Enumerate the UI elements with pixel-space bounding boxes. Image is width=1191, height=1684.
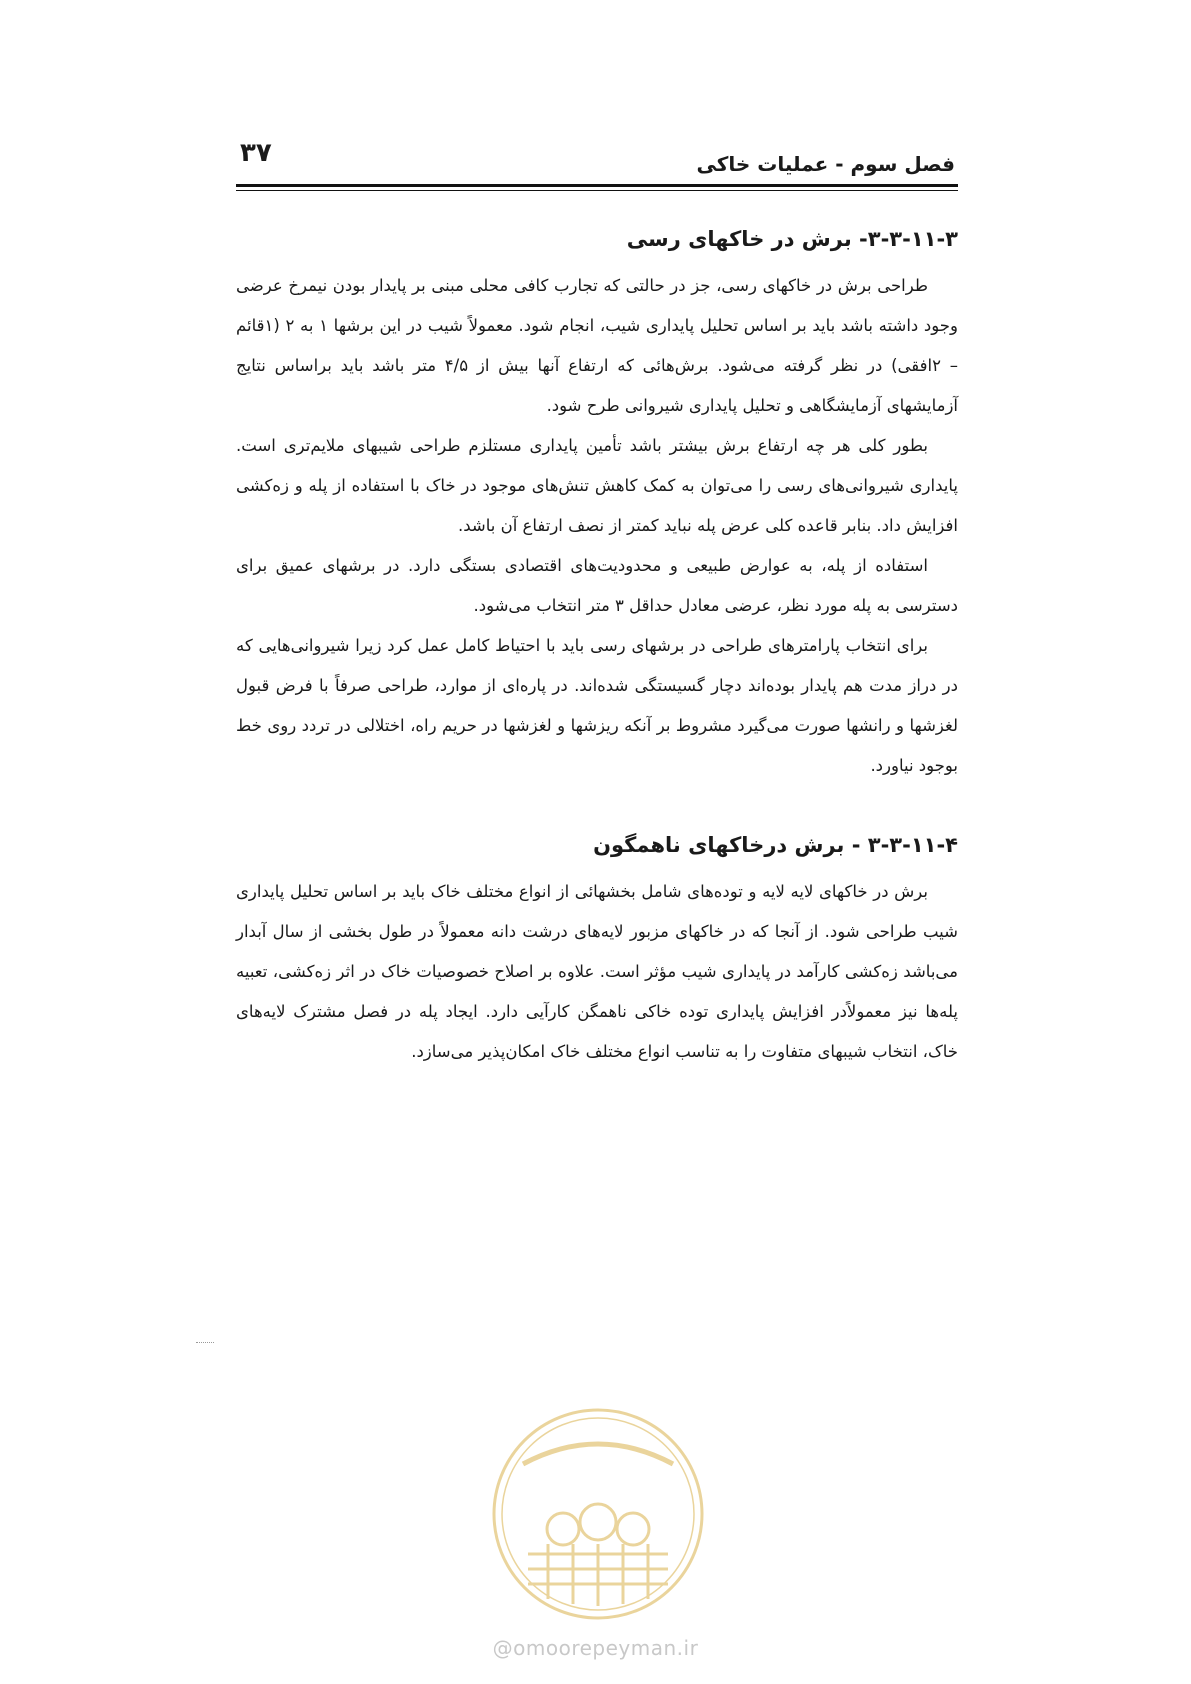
section-heading: ۳-۳-۱۱-۴ - برش درخاکهای ناهمگون [593, 833, 958, 857]
paragraph: استفاده از پله، به عوارض طبیعی و محدودیت‌های اقتصادی بستگی دارد. در برشهای عمیق برای دسترسی به پله مورد نظر، عرضی معادل حداقل ۳ متر انتخاب می‌شود. [236, 556, 958, 615]
scan-mark [196, 1342, 214, 1347]
running-header: فصل سوم - عملیات خاکی [696, 152, 955, 176]
section-heading: ۳-۳-۱۱-۳- برش در خاکهای رسی [626, 227, 958, 251]
page-number: ۳۷ [240, 138, 272, 168]
main-content [236, 222, 958, 1114]
paragraph: برش در خاکهای لایه لایه و توده‌های شامل بخشهائی از انواع مختلف خاک باید بر اساس تحلیل پایداری شیب طراحی شود. از آنجا که در خاکهای مزبور لایه‌های درشت دانه معمولاً در طول بخشی از سال آبدار می‌باشد زه‌کشی کارآمد در پایداری شیب مؤثر است. علاوه بر اصلاح خصوصیات خاک در اثر زه‌کشی، تعبیه پله‌ها نیز معمولاًدر افزایش پایداری توده خاکی ناهمگن کارآیی دارد. ایجاد پله در فصل مشترک لایه‌های خاک، انتخاب شیبهای متفاوت را به تناسب انواع مختلف خاک امکان‌پذیر می‌سازد. [236, 882, 958, 1061]
watermark-seal-icon [488, 1404, 708, 1624]
paragraph: طراحی برش در خاکهای رسی، جز در حالتی که تجارب کافی محلی مبنی بر پایدار بودن نیمرخ عرضی وجود داشته باشد باید بر اساس تحلیل پایداری شیب، انجام شود. معمولاً شیب در این برشها ۱ به ۲ (۱قائم – ۲افقی) در نظر گرفته می‌شود. برش‌هائی که ارتفاع آنها بیش از ۴/۵ متر باشد باید براساس نتایج آزمایشهای آزمایشگاهی و تحلیل پایداری شیروانی طرح شود. [236, 276, 958, 415]
header-rule-thin [236, 190, 958, 191]
paragraph: بطور کلی هر چه ارتفاع برش بیشتر باشد تأمین پایداری مستلزم طراحی شیبهای ملایم‌تری است. پایداری شیروانی‌های رسی را می‌توان به کمک کاهش تنش‌های موجود در خاک با استفاده از پله و زه‌کشی افزایش داد. بنابر قاعده کلی عرض پله نباید کمتر از نصف ارتفاع آن باشد. [236, 436, 958, 535]
header-rule [236, 184, 958, 187]
section-clay-soil-cut [236, 222, 958, 786]
section-heterogeneous-soil-cut [236, 828, 958, 1072]
paragraph: برای انتخاب پارامترهای طراحی در برشهای رسی باید با احتیاط کامل عمل کرد زیرا شیروانی‌هایی که در دراز مدت هم پایدار بوده‌اند دچار گسیستگی شده‌اند. در پاره‌ای از موارد، طراحی صرفاً با فرض قبول لغزشها و رانشها صورت می‌گیرد مشروط بر آنکه ریزشها و لغزشها در حریم راه، اختلالی در تردد روی خط بوجود نیاورد. [236, 636, 958, 775]
watermark-site-text: @omoorepeyman.ir [492, 1636, 699, 1660]
